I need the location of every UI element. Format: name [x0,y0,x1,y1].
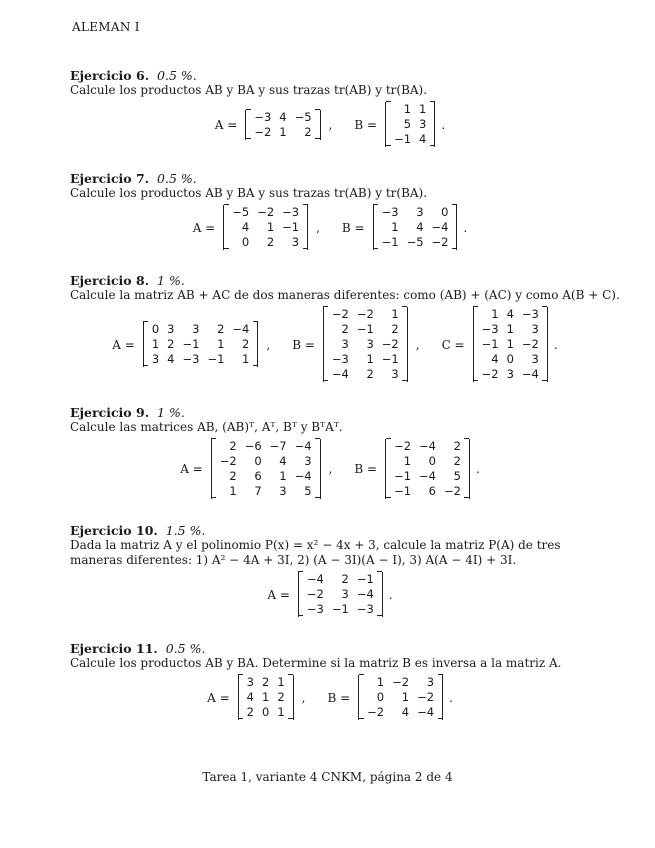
matrix-entry: −2 [444,484,461,498]
matrix-entry: 0 [241,235,250,249]
matrix-entry: 1 [506,322,514,336]
exercise-heading [70,523,590,538]
matrix-row [70,572,590,617]
matrix-entry: 5 [304,484,312,498]
matrix-entry: 1 [366,352,374,366]
matrix-entry: 4 [506,307,514,321]
page-footer: Tarea 1, variante 4 CNKM, página 2 de 4 [202,770,453,784]
matrix-entry: −4 [419,469,436,483]
matrix-entry: −3 [521,307,539,321]
matrix-entry: −2 [306,587,324,601]
matrix-label: B = [341,220,365,235]
matrix [385,439,470,499]
page-header: ALEMAN I [72,20,140,34]
matrix-entry: −2 [392,675,410,689]
matrix-separator: . [388,587,393,602]
matrix-entry: 2 [341,322,349,336]
matrix [238,675,294,720]
matrix-entry: 0 [441,205,449,219]
matrix-entry: −3 [182,352,200,366]
matrix-entry: 0 [428,454,436,468]
matrix [373,205,458,250]
matrix-entry: 3 [419,117,427,131]
matrix-entry: −2 [367,705,385,719]
matrix-entry: −4 [294,439,312,453]
exercise-weight: 1 %. [157,273,185,288]
matrix-label: B = [292,337,315,352]
matrix [211,439,321,499]
matrix-entry: −4 [417,705,435,719]
matrix-entry: 2 [229,439,237,453]
matrix-entry: 1 [506,337,514,351]
matrix-entry: 1 [279,124,287,139]
matrix [323,307,408,382]
exercise-heading [70,171,590,186]
matrix-entry: 2 [453,439,461,453]
matrix-entry: −1 [394,484,412,498]
matrix [223,205,308,250]
matrix-separator: , [316,220,320,235]
matrix-entry: 3 [391,367,399,381]
matrix-entry: 4 [491,352,499,366]
matrix-entry: 3 [531,352,539,366]
matrix-entry: 3 [531,322,539,336]
matrix-entry: −2 [394,439,412,453]
matrix-entry: −4 [356,587,374,601]
matrix-entry: −3 [381,205,399,219]
matrix-entry: 1 [401,690,410,704]
matrix-entry: 4 [401,705,410,719]
matrix-entry: 3 [291,235,300,249]
matrix-entry: 1 [403,454,412,468]
matrix-entry: 1 [391,220,399,234]
matrix-entry: 3 [506,367,514,381]
matrix-entry: 0 [262,705,270,719]
matrix-entry: −2 [417,690,435,704]
matrix-entry: 3 [151,352,160,366]
matrix-entry: 2 [242,337,250,351]
matrix-entry: 0 [506,352,514,366]
matrix-entry: −5 [294,109,312,124]
exercise-statement: Calcule los productos AB y BA y sus trazas tr(AB) y tr(BA). [70,83,428,97]
matrix-entry: 2 [229,469,237,483]
matrix-separator: . [449,690,453,705]
matrix-entry: −2 [481,367,499,381]
matrix-entry: −4 [331,367,349,381]
matrix-entry: 1 [277,705,285,719]
exercise-title: Ejercicio 10. [70,523,158,538]
matrix-entry: −7 [269,439,287,453]
matrix-separator: . [553,337,558,352]
matrix-entry: 6 [254,469,262,483]
matrix-entry: 4 [279,454,287,468]
matrix-entry: 2 [341,572,349,586]
matrix [358,675,443,720]
exercise-title: Ejercicio 8. [70,273,150,288]
matrix-entry: 7 [254,484,262,498]
matrix-label: B = [354,117,378,132]
exercise-8 [70,273,620,382]
exercise-heading [70,641,590,656]
matrix-entry: −4 [419,439,436,453]
matrix-entry: −4 [521,367,539,381]
matrix-entry: 5 [453,469,461,483]
matrix-entry: 1 [491,307,499,321]
exercise-weight: 0.5 %. [157,68,197,83]
matrix-entry: 4 [416,220,424,234]
matrix-separator: . [475,462,480,476]
matrix-entry: −3 [306,602,324,616]
matrix-label: A = [207,690,230,705]
exercise-weight: 0.5 %. [157,171,197,186]
matrix-entry: 2 [217,322,225,336]
matrix-label: B = [354,462,378,476]
matrix-entry: 2 [453,454,461,468]
matrix-entry: −3 [481,322,499,336]
matrix-entry: 1 [262,690,270,704]
matrix-row [70,675,590,720]
matrix-entry: 0 [376,690,385,704]
matrix-entry: −1 [394,132,412,146]
exercise-statement: Dada la matriz A y el polinomio P(x) = x² − 4x + 3, calcule la matriz P(A) de tres maneras diferentes: 1) A² − 4A + 3I, 2) (A − 3I)(A − I), 3) A(A − 4I) + 3I. [70,538,561,567]
matrix-entry: 2 [167,337,175,351]
matrix-label: A = [214,117,238,132]
matrix-entry: −2 [356,307,374,321]
matrix-entry: 1 [151,337,160,351]
matrix-entry: 3 [426,675,435,689]
matrix-entry: 0 [254,454,262,468]
exercise-heading [70,405,590,420]
matrix-entry: 2 [262,675,270,689]
matrix-entry: −2 [219,454,237,468]
matrix-entry: 2 [246,705,254,719]
matrix-entry: −1 [356,572,374,586]
exercise-statement: Calcule la matriz AB + AC de dos maneras diferentes: como (AB) + (AC) y como A(B + C). [70,288,620,302]
matrix-entry: −1 [331,602,349,616]
matrix-entry: 1 [391,307,399,321]
exercise-6 [70,68,590,147]
matrix-row [70,439,590,499]
matrix-entry: −2 [254,124,272,139]
exercise-title: Ejercicio 6. [70,68,150,83]
matrix-entry: 1 [266,220,275,234]
exercise-title: Ejercicio 7. [70,171,150,186]
matrix-entry: −4 [232,322,250,336]
matrix-separator: , [328,462,333,476]
matrix-separator: , [415,337,420,352]
exercise-title: Ejercicio 11. [70,641,158,656]
matrix-entry: 4 [241,220,250,234]
exercise-statement: Calcule los productos AB y BA. Determine si la matriz B es inversa a la matriz A. [70,656,562,670]
exercise-weight: 1 %. [157,405,185,420]
matrix-row [70,205,590,250]
matrix-entry: 4 [167,352,175,366]
matrix-entry: 3 [192,322,200,336]
matrix-entry: −3 [254,109,272,124]
matrix-row [70,307,600,382]
matrix-entry: 3 [279,484,287,498]
exercise-weight: 1.5 %. [165,523,206,538]
matrix-entry: −1 [381,235,399,249]
matrix-entry: 3 [341,587,349,601]
matrix-label: A = [112,337,135,352]
matrix-separator: . [441,117,446,132]
exercise-7 [70,171,590,250]
matrix-entry: 3 [246,675,254,689]
matrix-entry: −3 [331,352,349,366]
matrix-entry: −1 [182,337,200,351]
matrix-entry: 4 [419,132,427,146]
exercise-10 [70,523,590,617]
matrix-entry: −2 [331,307,349,321]
matrix-entry: −6 [244,439,262,453]
matrix-entry: 5 [403,117,412,131]
matrix-entry: −1 [394,469,412,483]
matrix-entry: −4 [431,220,449,234]
matrix-entry: −1 [356,322,374,336]
exercise-statement: Calcule las matrices AB, (AB)ᵀ, Aᵀ, Bᵀ y BᵀAᵀ. [70,420,343,434]
matrix-entry: 3 [167,322,175,336]
matrix-entry: −2 [257,205,275,219]
exercise-heading [70,68,590,83]
matrix-entry: 4 [279,109,287,124]
matrix-row [70,102,590,147]
matrix-entry: −1 [207,352,225,366]
exercise-9 [70,405,590,499]
matrix-separator: . [463,220,468,235]
matrix-entry: −5 [406,235,424,249]
matrix [245,110,320,140]
exercise-heading [70,273,600,288]
matrix-entry: 2 [391,322,399,336]
exercise-11 [70,641,590,720]
matrix-label: A = [267,587,290,602]
matrix-entry: −2 [431,235,449,249]
matrix-separator: , [301,690,306,705]
matrix-entry: −1 [481,337,499,351]
matrix-entry: −3 [356,602,374,616]
matrix-entry: 1 [217,337,225,351]
matrix-entry: 1 [403,102,412,116]
matrix-entry: −4 [294,469,312,483]
matrix-entry: −2 [521,337,539,351]
matrix-separator: , [266,337,271,352]
matrix-entry: −2 [381,337,399,351]
matrix-entry: 1 [229,484,237,498]
matrix-entry: 3 [304,454,312,468]
matrix-entry: 2 [304,124,312,139]
matrix-entry: 3 [341,337,349,351]
matrix [298,572,383,617]
exercise-title: Ejercicio 9. [70,405,150,420]
matrix-entry: 6 [428,484,436,498]
matrix-separator: , [328,117,333,132]
matrix-label: B = [327,690,351,705]
matrix-entry: 4 [246,690,254,704]
matrix-entry: −3 [282,205,300,219]
matrix-entry: −1 [282,220,300,234]
matrix-entry: 1 [277,675,285,689]
exercise-statement: Calcule los productos AB y BA y sus trazas tr(AB) y tr(BA). [70,186,428,200]
exercise-weight: 0.5 %. [165,641,206,656]
matrix-entry: 3 [366,337,374,351]
matrix-label: A = [192,220,216,235]
matrix-entry: 1 [419,102,427,116]
matrix-entry: −4 [306,572,324,586]
matrix-entry: −5 [232,205,250,219]
matrix-label: A = [180,462,203,476]
matrix-entry: −1 [381,352,399,366]
matrix-entry: 2 [277,690,285,704]
matrix-entry: 1 [376,675,385,689]
matrix-entry: 1 [242,352,250,366]
matrix-entry: 1 [279,469,287,483]
matrix-entry: 3 [416,205,424,219]
matrix [143,322,259,367]
matrix-entry: 2 [366,367,374,381]
matrix [385,102,435,147]
matrix [473,307,548,382]
matrix-entry: 2 [266,235,275,249]
matrix-label: C = [441,337,465,352]
matrix-entry: 0 [151,322,160,336]
